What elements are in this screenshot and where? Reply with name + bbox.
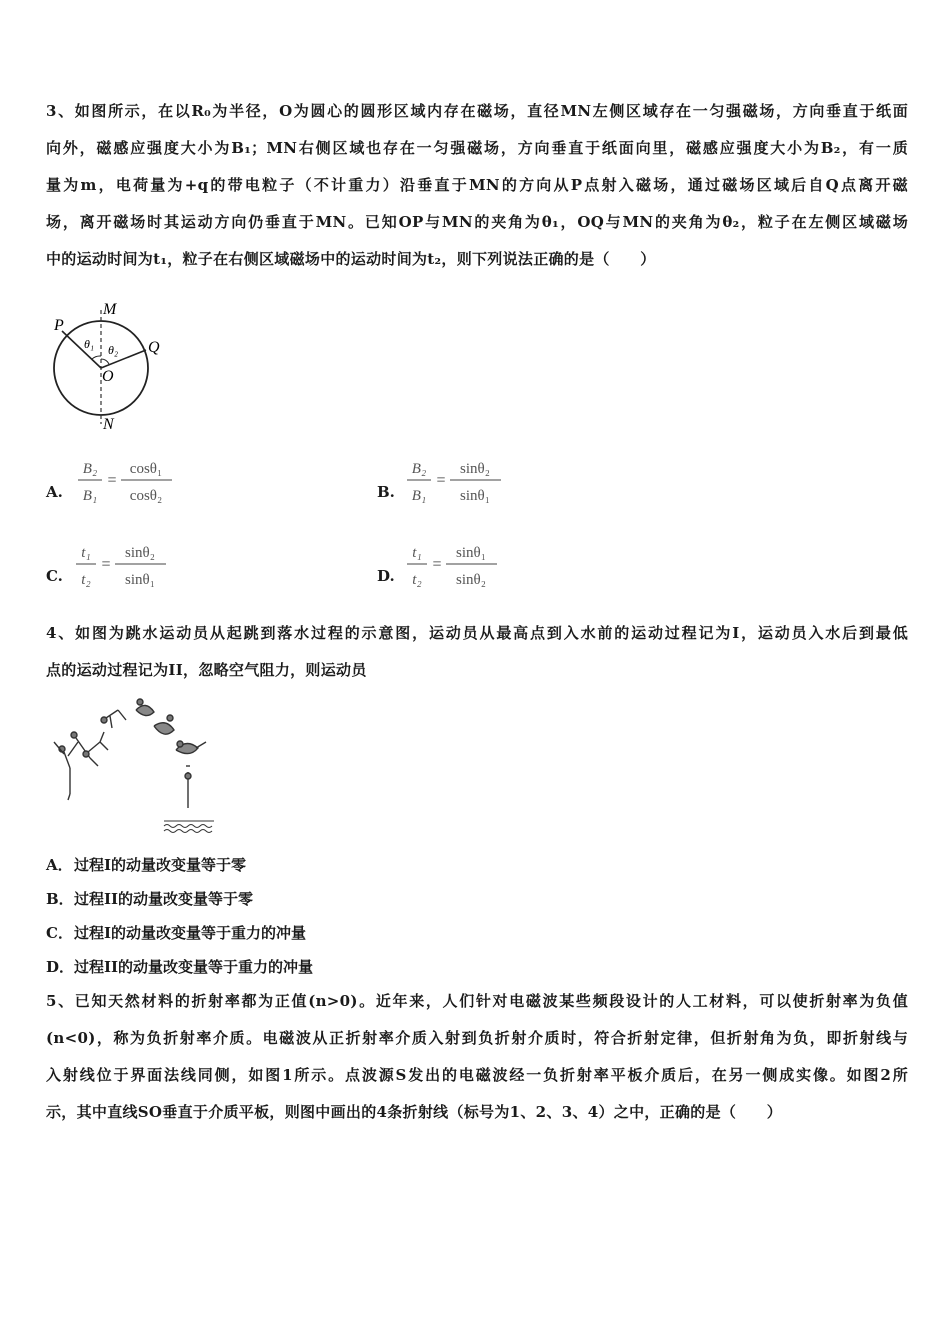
option-d-rhs-numerator: sinθ₁: [456, 545, 486, 561]
diver-pose-7: [176, 741, 206, 754]
question-4-line-1: 4、如图为跳水运动员从起跳到落水过程的示意图，运动员从最高点到入水前的运动过程记为I，运动员入水后到最低: [46, 624, 908, 642]
choice-c: [46, 922, 306, 943]
label-o: O: [102, 368, 114, 385]
radius-op: [62, 331, 101, 368]
option-c-letter: C.: [46, 567, 63, 585]
angle-theta2-arc: [101, 359, 109, 364]
option-d-formula: [403, 539, 513, 591]
angle-theta1-arc: [92, 356, 101, 359]
option-c-equals: =: [101, 556, 111, 573]
choice-b: [46, 888, 253, 909]
question-3-line-2: 向外，磁感应强度大小为B₁；MN右侧区域也存在一匀强磁场，方向垂直于纸面向里，磁感应强度大小为B₂，有一质: [46, 139, 908, 157]
option-d-equals: =: [432, 556, 442, 573]
option-b-formula: [403, 455, 513, 507]
option-d-rhs-denominator: sinθ₂: [456, 572, 486, 588]
option-b-lhs-numerator: B₂: [411, 461, 427, 477]
option-b-equals: =: [436, 472, 446, 489]
question-3-line-1: 3、如图所示，在以R₀为半径，O为圆心的圆形区域内存在磁场，直径MN左侧区域存在一匀强磁场，方向垂直于纸面: [46, 102, 908, 120]
question-4-line-2: 点的运动过程记为II，忽略空气阻力，则运动员: [46, 661, 367, 679]
question-5-line-2: (n<0)，称为负折射率介质。电磁波从正折射率介质入射到负折射介质时，符合折射定律，但折射角为负，即折射线与: [46, 1029, 908, 1047]
option-a-lhs-denominator: B₁: [82, 488, 98, 504]
magnetic-field-circle-figure: [46, 296, 176, 436]
option-a-lhs-numerator: B₂: [82, 461, 98, 477]
option-c-rhs-denominator: sinθ₁: [125, 572, 155, 588]
choice-a-text: 过程I的动量改变量等于零: [74, 856, 247, 874]
choice-d-text: 过程II的动量改变量等于重力的冲量: [74, 958, 314, 976]
diver-pose-5: [136, 699, 154, 716]
label-m: M: [103, 301, 117, 318]
option-d-lhs-numerator: t₁: [412, 545, 422, 561]
option-a-formula: [74, 455, 184, 507]
choice-b-letter: B．: [46, 890, 74, 908]
question-5-line-1: 5、已知天然材料的折射率都为正值(n>0)。近年来，人们针对电磁波某些频段设计的人工材料，可以使折射率为负值: [46, 992, 908, 1010]
question-3-stem: [46, 93, 908, 278]
option-d-letter: D.: [377, 567, 395, 585]
choice-d-letter: D．: [46, 958, 75, 976]
question-4-stem: [46, 615, 908, 689]
option-b-letter: B.: [377, 483, 395, 501]
diver-pose-2: [68, 732, 98, 766]
choice-d: [46, 956, 313, 977]
diver-trajectory-figure: [46, 696, 221, 836]
question-3-line-5: 中的运动时间为t₁，粒子在右侧区域磁场中的运动时间为t₂，则下列说法正确的是（ ）: [46, 250, 656, 268]
label-theta2: θ₂: [108, 343, 119, 357]
option-a-rhs-numerator: cosθ₁: [129, 461, 163, 477]
choice-c-letter: C．: [46, 924, 73, 942]
question-3-line-4: 场，离开磁场时其运动方向仍垂直于MN。已知OP与MN的夹角为θ₁，OQ与MN的夹角为θ₂，粒子在左侧区域磁场: [46, 213, 908, 231]
option-a-letter: A.: [46, 483, 63, 501]
option-c-lhs-numerator: t₁: [81, 545, 91, 561]
question-3-line-3: 量为m，电荷量为+q的带电粒子（不计重力）沿垂直于MN的方向从P点射入磁场，通过磁场区域后自Q点离开磁: [46, 176, 908, 194]
option-b-rhs-numerator: sinθ₂: [460, 461, 490, 477]
option-c-lhs-denominator: t₂: [81, 572, 91, 588]
label-q: Q: [148, 339, 160, 356]
option-a-equals: =: [107, 472, 117, 489]
choice-a: [46, 854, 246, 875]
diver-pose-6: [154, 715, 174, 734]
option-a-rhs-denominator: cosθ₂: [129, 488, 163, 504]
water-surface: [164, 821, 214, 833]
label-theta1: θ₁: [84, 337, 95, 351]
question-5-stem: [46, 983, 908, 1131]
diver-pose-3: [83, 732, 108, 757]
choice-b-text: 过程II的动量改变量等于零: [74, 890, 254, 908]
diver-pose-1: [54, 742, 70, 800]
label-n: N: [103, 416, 114, 433]
choice-c-text: 过程I的动量改变量等于重力的冲量: [74, 924, 307, 942]
question-5-line-4: 示，其中直线SO垂直于介质平板，则图中画出的4条折射线（标号为1、2、3、4）之中，正确的是（ ）: [46, 1103, 783, 1121]
option-b-rhs-denominator: sinθ₁: [460, 488, 490, 504]
option-d-lhs-denominator: t₂: [412, 572, 422, 588]
diver-pose-8: [185, 766, 191, 808]
diver-pose-4: [101, 710, 126, 728]
option-c-formula: [72, 539, 182, 591]
option-b-lhs-denominator: B₁: [411, 488, 427, 504]
question-5-line-3: 入射线位于界面法线同侧，如图1所示。点波源S发出的电磁波经一负折射率平板介质后，在另一侧成实像。如图2所: [46, 1066, 908, 1084]
option-c-rhs-numerator: sinθ₂: [125, 545, 155, 561]
choice-a-letter: A．: [46, 856, 73, 874]
label-p: P: [54, 317, 64, 334]
